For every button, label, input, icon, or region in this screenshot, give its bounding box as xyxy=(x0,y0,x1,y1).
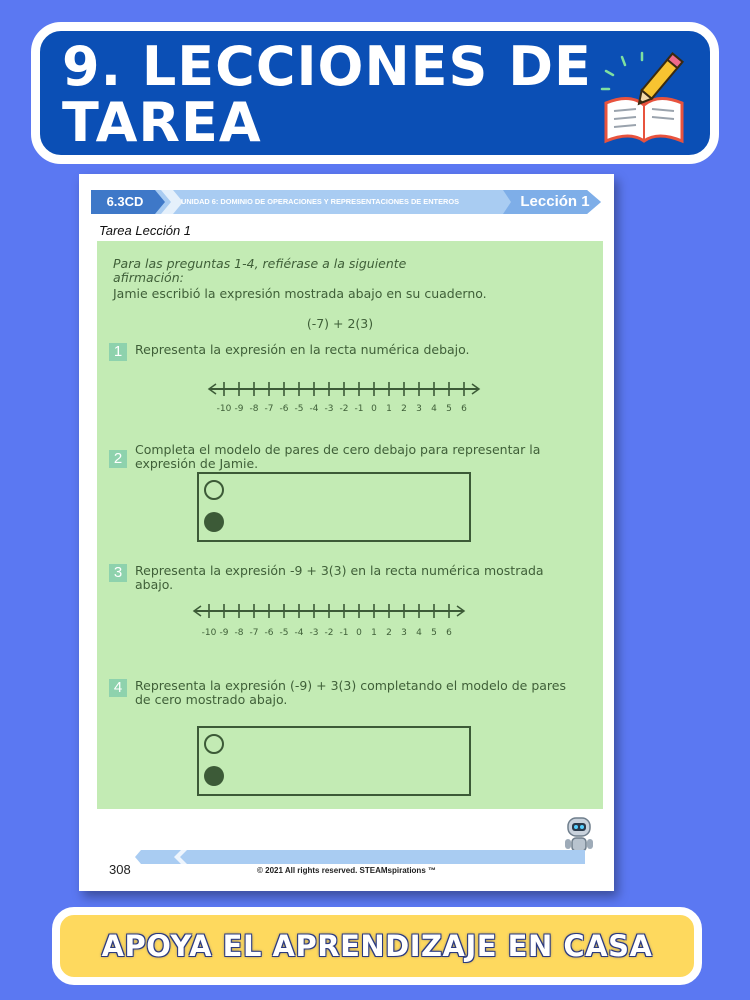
zero-pair-model-1[interactable] xyxy=(197,472,471,542)
tick-label: -8 xyxy=(249,404,259,414)
tick-label: -9 xyxy=(219,628,229,638)
page-number: 308 xyxy=(109,862,131,877)
tick-label: 4 xyxy=(416,628,422,638)
negative-chip xyxy=(204,766,224,786)
tick-label: -2 xyxy=(324,628,334,638)
tick-label: 3 xyxy=(416,404,422,414)
tick-label: -2 xyxy=(339,404,349,414)
worksheet-body xyxy=(97,241,603,809)
copyright-notice: © 2021 All rights reserved. STEAMspirations ™ xyxy=(257,866,436,875)
homework-title: Tarea Lección 1 xyxy=(99,223,192,238)
expression: (-7) + 2(3) xyxy=(306,316,374,331)
tick-label: -6 xyxy=(279,404,289,414)
tick-label: -8 xyxy=(234,628,244,638)
course-code: 6.3CD xyxy=(106,194,144,209)
page-title: 9. LECCIONES DE TAREA xyxy=(62,35,592,154)
tick-label: 1 xyxy=(386,404,392,414)
question-number-2: 2 xyxy=(109,450,127,468)
number-line-1[interactable] xyxy=(97,378,603,400)
title-banner xyxy=(31,22,719,164)
book-pencil-icon xyxy=(592,45,692,145)
zero-pair-model-2[interactable] xyxy=(197,726,471,796)
tick-label: -4 xyxy=(294,628,304,638)
question-number-3: 3 xyxy=(109,564,127,582)
number-line-2[interactable] xyxy=(97,600,603,622)
unit-title: UNIDAD 6: DOMINIO DE OPERACIONES Y REPRESENTACIONES DE ENTEROS xyxy=(181,197,460,206)
tick-label: -1 xyxy=(339,628,349,638)
question-number-1: 1 xyxy=(109,343,127,361)
tick-label: -10 xyxy=(201,628,217,638)
number-line-labels-1 xyxy=(97,403,603,415)
tick-label: -4 xyxy=(309,404,319,414)
question-text-2: Completa el modelo de pares de cero debajo para representar la expresión de Jamie. xyxy=(135,442,541,471)
tick-label: -5 xyxy=(279,628,289,638)
worksheet-page xyxy=(79,174,614,891)
tick-label: 6 xyxy=(461,404,467,414)
tick-label: 0 xyxy=(371,404,377,414)
support-banner xyxy=(52,907,702,985)
footer-arrow-bar xyxy=(135,850,585,864)
tick-label: 3 xyxy=(401,628,407,638)
tick-label: 5 xyxy=(446,404,452,414)
question-number-4: 4 xyxy=(109,679,127,697)
question-text-1: Representa la expresión en la recta numérica debajo. xyxy=(135,342,470,357)
support-banner-label: APOYA EL APRENDIZAJE EN CASA xyxy=(101,929,653,963)
tick-label: -6 xyxy=(264,628,274,638)
tick-label: 5 xyxy=(431,628,437,638)
tick-label: 1 xyxy=(371,628,377,638)
tick-label: -1 xyxy=(354,404,364,414)
lesson-label: Lección 1 xyxy=(520,193,590,210)
tick-label: 2 xyxy=(386,628,392,638)
tick-label: -9 xyxy=(234,404,244,414)
question-text-4: Representa la expresión (-9) + 3(3) completando el modelo de pares de cero mostrado abajo. xyxy=(135,678,566,707)
tick-label: -3 xyxy=(324,404,334,414)
tick-label: -10 xyxy=(216,404,232,414)
number-line-labels-2 xyxy=(97,627,603,639)
tick-label: -7 xyxy=(264,404,274,414)
negative-chip xyxy=(204,512,224,532)
tick-label: -7 xyxy=(249,628,259,638)
tick-label: -3 xyxy=(309,628,319,638)
intro-statement: Jamie escribió la expresión mostrada abajo en su cuaderno. xyxy=(113,286,487,301)
positive-chip xyxy=(204,480,224,500)
tick-label: 6 xyxy=(446,628,452,638)
tick-label: 4 xyxy=(431,404,437,414)
tick-label: -5 xyxy=(294,404,304,414)
intro-instruction: Para las preguntas 1-4, refiérase a la siguiente afirmación: xyxy=(113,256,407,285)
tick-label: 0 xyxy=(356,628,362,638)
tick-label: 2 xyxy=(401,404,407,414)
positive-chip xyxy=(204,734,224,754)
lesson-header xyxy=(91,190,603,214)
question-text-3: Representa la expresión -9 + 3(3) en la recta numérica mostrada abajo. xyxy=(135,563,544,592)
